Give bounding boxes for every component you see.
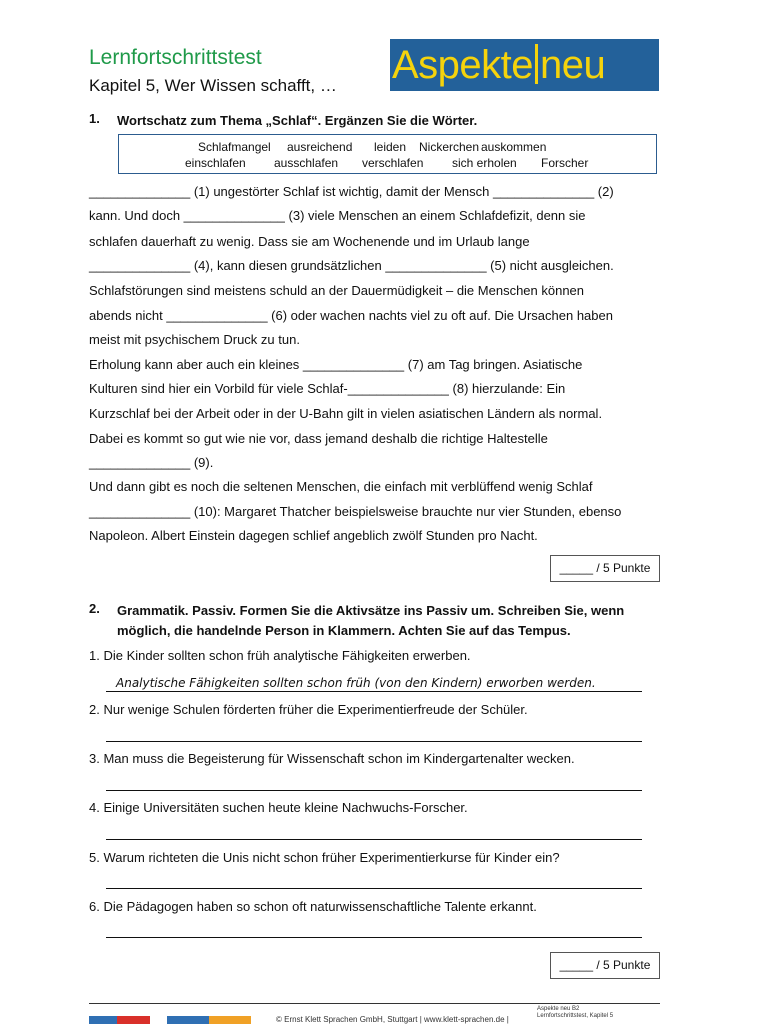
answer-line[interactable] [106, 838, 642, 840]
exercise-item: 4. Einige Universitäten suchen heute kleine Nachwuchs-Forscher. [89, 800, 468, 815]
cloze-line: ______________ (4), kann diesen grundsätzlichen ______________ (5) nicht ausgleichen. [89, 258, 614, 273]
footer-color-bar [167, 1016, 209, 1024]
word-bank-item: ausreichend [287, 140, 353, 154]
cloze-line: schlafen dauerhaft zu wenig. Dass sie am Wochenende und im Urlaub lange [89, 234, 530, 249]
cloze-line: Und dann gibt es noch die seltenen Menschen, die einfach mit verblüffend wenig Schlaf [89, 479, 593, 494]
cloze-line: ______________ (9). [89, 455, 214, 470]
word-bank-item: leiden [374, 140, 407, 154]
corner-line: Aspekte neu B2 [537, 1006, 580, 1012]
answer-line[interactable] [106, 936, 642, 938]
logo-separator [535, 44, 538, 84]
cloze-line: Napoleon. Albert Einstein dagegen schlief angeblich zwölf Stunden pro Nacht. [89, 528, 538, 543]
cloze-line: Dabei es kommt so gut wie nie vor, dass jemand deshalb die richtige Haltestelle [89, 431, 548, 446]
word-bank-item: verschlafen [362, 156, 424, 170]
exercise-item: 2. Nur wenige Schulen förderten früher die Experimentierfreude der Schüler. [89, 702, 528, 717]
exercise-item: 6. Die Pädagogen haben so schon oft naturwissenschaftliche Talente erkannt. [89, 899, 537, 914]
task-number: 1. [89, 111, 100, 126]
example-answer: Analytische Fähigkeiten sollten schon früh (von den Kindern) erworben werden. [106, 676, 642, 692]
word-bank-item: ausschlafen [274, 156, 339, 170]
cloze-line: Kurzschlaf bei der Arbeit oder in der U-Bahn gilt in vielen asiatischen Ländern als normal. [89, 406, 603, 421]
word-bank-item: einschlafen [185, 156, 246, 170]
word-bank-item: Schlafmangel [198, 140, 271, 154]
cloze-line: ______________ (10): Margaret Thatcher beispielsweise brauchte nur vier Stunden, ebenso [89, 504, 622, 519]
cloze-line: abends nicht ______________ (6) oder wachen nachts viel zu oft auf. Die Ursachen haben [89, 308, 613, 323]
corner-line: Lernfortschrittstest, Kapitel 5 [537, 1013, 614, 1019]
exercise-item: 1. Die Kinder sollten schon früh analytische Fähigkeiten erwerben. [89, 648, 471, 663]
word-bank-item: Forscher [541, 156, 589, 170]
aspekte-neu-logo [390, 39, 659, 91]
cloze-line: ______________ (1) ungestörter Schlaf ist wichtig, damit der Mensch ______________ (2) [89, 184, 614, 199]
task-instruction: Wortschatz zum Thema „Schlaf“. Ergänzen Sie die Wörter. [117, 113, 478, 128]
exercise-item: 3. Man muss die Begeisterung für Wissenschaft schon im Kindergartenalter wecken. [89, 751, 575, 766]
answer-line[interactable] [106, 740, 642, 742]
answer-line[interactable] [106, 789, 642, 791]
task-instruction: Grammatik. Passiv. Formen Sie die Aktivsätze ins Passiv um. Schreiben Sie, wenn möglich, die handelnde Person in Klammern. Achten Sie auf das Tempus. [117, 603, 625, 638]
cloze-line: Kulturen sind hier ein Vorbild für viele Schlaf-______________ (8) hierzulande: Ein [89, 381, 566, 396]
cloze-line: Erholung kann aber auch ein kleines ______________ (7) am Tag bringen. Asiatische [89, 357, 583, 372]
cloze-line: meist mit psychischem Druck zu tun. [89, 332, 300, 347]
points-box-task-2: _____ / 5 Punkte [550, 952, 660, 979]
cloze-line: kann. Und doch ______________ (3) viele Menschen an einem Schlafdefizit, denn sie [89, 208, 586, 223]
footer-corner-info [537, 1006, 613, 1020]
word-bank-item: Nickerchen [419, 140, 480, 154]
logo-text-right: neu [540, 43, 606, 87]
document-subtitle: Kapitel 5, Wer Wissen schafft, … [89, 76, 337, 95]
cloze-line: Schlafstörungen sind meistens schuld an der Dauermüdigkeit – die Menschen können [89, 283, 585, 298]
word-bank-item: sich erholen [452, 156, 517, 170]
points-box-task-1: _____ / 5 Punkte [550, 555, 660, 582]
word-bank-item: auskommen [481, 140, 547, 154]
footer-color-bar [209, 1016, 251, 1024]
logo-text-left: Aspekte [392, 43, 534, 87]
task-number: 2. [89, 601, 100, 616]
word-bank-box [118, 134, 657, 174]
footer-divider [89, 1003, 660, 1004]
footer-color-bar [117, 1016, 150, 1024]
answer-line[interactable] [106, 887, 642, 889]
copyright-notice: © Ernst Klett Sprachen GmbH, Stuttgart | www.klett-sprachen.de | [276, 1015, 509, 1024]
document-title: Lernfortschrittstest [89, 46, 262, 69]
footer-color-bar [89, 1016, 117, 1024]
exercise-item: 5. Warum richteten die Unis nicht schon früher Experimentierkurse für Kinder ein? [89, 850, 560, 865]
